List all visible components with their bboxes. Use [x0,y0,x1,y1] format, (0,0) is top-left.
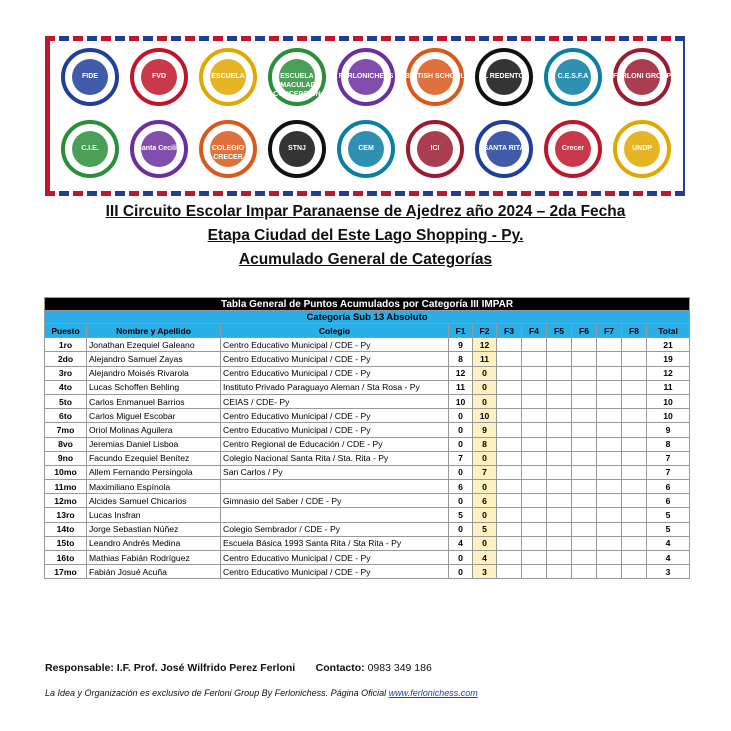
f1-cell: 5 [449,508,473,522]
f7-cell [597,522,622,536]
f7-cell [597,380,622,394]
f4-cell [522,465,547,479]
table-row [45,522,690,536]
player-name-cell: Jonathan Ezequiel Galeano [87,338,221,352]
f8-cell [622,565,647,579]
f8-cell [622,536,647,550]
f1-cell: 0 [449,409,473,423]
f6-cell [572,494,597,508]
f8-cell [622,437,647,451]
f6-cell [572,508,597,522]
player-name-cell: Alcides Samuel Chicarios [87,494,221,508]
f3-cell [497,480,522,494]
player-name-cell: Alejandro Moisés Rivarola [87,366,221,380]
total-cell: 10 [647,394,690,408]
school-cell [221,508,449,522]
cem-logo-text: CEM [358,145,374,152]
position-cell: 13ro [45,508,87,522]
f6-cell [572,551,597,565]
total-cell: 8 [647,437,690,451]
table-row [45,366,690,380]
f2-cell: 0 [473,366,497,380]
column-header: F5 [547,324,572,338]
column-headers [45,324,690,338]
colegio-crecer-logo-text: COLEGIO CRECER [211,145,245,161]
f6-cell [572,366,597,380]
f7-cell [597,352,622,366]
f7-cell [597,551,622,565]
f4-cell [522,352,547,366]
f3-cell [497,536,522,550]
f2-cell: 0 [473,508,497,522]
column-header: F4 [522,324,547,338]
column-header: F6 [572,324,597,338]
f5-cell [547,551,572,565]
school-cell: Centro Educativo Municipal / CDE - Py [221,565,449,579]
school-cell: Centro Educativo Municipal / CDE - Py [221,409,449,423]
school-cell: Colegio Nacional Santa Rita / Sta. Rita - Py [221,451,449,465]
table-row [45,551,690,565]
f6-cell [572,423,597,437]
school-cell: Instituto Privado Paraguayo Aleman / Sta Rosa - Py [221,380,449,394]
position-cell: 11mo [45,480,87,494]
fvd-logo-text: FVD [152,73,166,80]
total-cell: 12 [647,366,690,380]
total-cell: 7 [647,465,690,479]
f3-cell [497,508,522,522]
f3-cell [497,338,522,352]
f8-cell [622,465,647,479]
f6-cell [572,352,597,366]
ferloni-group-logo-text: FERLONI GROUP [612,73,672,80]
table-row [45,494,690,508]
f4-cell [522,380,547,394]
school-cell: San Carlos / Py [221,465,449,479]
f2-cell: 0 [473,536,497,550]
f5-cell [547,536,572,550]
f2-cell: 10 [473,409,497,423]
player-name-cell: Mathias Fabián Rodríguez [87,551,221,565]
f3-cell [497,394,522,408]
position-cell: 14to [45,522,87,536]
school-cell: Colegio Sembrador / CDE - Py [221,522,449,536]
total-cell: 11 [647,380,690,394]
title-line-3: Acumulado General de Categorías [238,251,493,268]
f4-cell [522,338,547,352]
cesfa-logo [542,46,604,108]
f5-cell [547,565,572,579]
escuela-logo-text: ESCUELA [211,73,245,80]
table-row [45,451,690,465]
total-cell: 3 [647,565,690,579]
f4-cell [522,366,547,380]
f6-cell [572,465,597,479]
f5-cell [547,338,572,352]
f3-cell [497,522,522,536]
santa-cecilia-logo-text: Santa Cecilia [137,145,181,152]
player-name-cell: Jorge Sebastian Núñez [87,522,221,536]
f7-cell [597,480,622,494]
position-cell: 3ro [45,366,87,380]
f2-cell: 0 [473,480,497,494]
player-name-cell: Oriol Molinas Aguilera [87,423,221,437]
ici-logo-text: ICI [430,145,440,152]
f8-cell [622,338,647,352]
table-row [45,437,690,451]
column-header: Colegio [221,324,449,338]
undp-logo-text: UNDP [632,145,652,152]
f2-cell: 6 [473,494,497,508]
table-row [45,480,690,494]
f1-cell: 0 [449,437,473,451]
responsible-label: Responsable: [45,662,114,674]
f2-cell: 12 [473,338,497,352]
f8-cell [622,451,647,465]
ici-logo [404,118,466,180]
f3-cell [497,551,522,565]
f4-cell [522,451,547,465]
f6-cell [572,338,597,352]
position-cell: 9no [45,451,87,465]
table-row [45,423,690,437]
f2-cell: 0 [473,451,497,465]
f5-cell [547,508,572,522]
f8-cell [622,409,647,423]
f2-cell: 5 [473,522,497,536]
f4-cell [522,565,547,579]
f1-cell: 4 [449,536,473,550]
cvp-logo-text: ESCUELA INMACULADA CONCEPCION [273,73,321,98]
f5-cell [547,437,572,451]
f1-cell: 0 [449,551,473,565]
f2-cell: 3 [473,565,497,579]
f6-cell [572,409,597,423]
player-name-cell: Carlos Miguel Escobar [87,409,221,423]
f7-cell [597,394,622,408]
stnj-logo-text: STNJ [288,145,306,152]
total-cell: 6 [647,480,690,494]
crecer-logo [542,118,604,180]
f8-cell [622,423,647,437]
school-cell [221,480,449,494]
column-header: Total [647,324,690,338]
standings-rows [45,338,690,579]
f7-cell [597,494,622,508]
f5-cell [547,480,572,494]
player-name-cell: Carlos Enmanuel Barrios [87,394,221,408]
f6-cell [572,536,597,550]
british-school-logo [404,46,466,108]
table-title: Tabla General de Puntos Acumulados por Categoría III IMPAR [45,298,690,311]
f1-cell: 9 [449,338,473,352]
f3-cell [497,366,522,380]
club-ferlonichess-logo-text: FERLONICHESS [338,73,394,80]
f7-cell [597,423,622,437]
table-row [45,352,690,366]
column-header: F2 [473,324,497,338]
f4-cell [522,394,547,408]
f7-cell [597,437,622,451]
f2-cell: 8 [473,437,497,451]
position-cell: 17mo [45,565,87,579]
position-cell: 5to [45,394,87,408]
school-cell: Centro Educativo Municipal / CDE - Py [221,423,449,437]
f2-cell: 7 [473,465,497,479]
f8-cell [622,508,647,522]
cie-logo [59,118,121,180]
column-header: F1 [449,324,473,338]
stnj-logo [266,118,328,180]
club-ferlonichess-logo [335,46,397,108]
f7-cell [597,465,622,479]
category-title: Categoría Sub 13 Absoluto [45,311,690,324]
f4-cell [522,522,547,536]
column-header: Puesto [45,324,87,338]
total-cell: 5 [647,522,690,536]
f7-cell [597,366,622,380]
british-school-logo-text: BRITISH SCHOOL [405,73,465,80]
position-cell: 10mo [45,465,87,479]
f2-cell: 11 [473,352,497,366]
f1-cell: 11 [449,380,473,394]
position-cell: 2do [45,352,87,366]
f5-cell [547,352,572,366]
fide-logo-text: FIDE [82,73,98,80]
f3-cell [497,565,522,579]
position-cell: 6to [45,409,87,423]
player-name-cell: Fabián Josué Acuña [87,565,221,579]
f5-cell [547,522,572,536]
crecer-logo-text: Crecer [561,145,585,152]
player-name-cell: Jeremias Daniel Lisboa [87,437,221,451]
f7-cell [597,508,622,522]
f3-cell [497,352,522,366]
santa-rita-logo [473,118,535,180]
f8-cell [622,380,647,394]
undp-logo [611,118,673,180]
f4-cell [522,536,547,550]
f5-cell [547,380,572,394]
total-cell: 4 [647,536,690,550]
standings-table-wrapper [44,297,689,579]
table-row [45,394,690,408]
f2-cell: 4 [473,551,497,565]
position-cell: 16to [45,551,87,565]
f3-cell [497,409,522,423]
player-name-cell: Lucas Insfran [87,508,221,522]
f3-cell [497,494,522,508]
f7-cell [597,565,622,579]
f4-cell [522,551,547,565]
player-name-cell: Facundo Ezequiel Benítez [87,451,221,465]
f7-cell [597,451,622,465]
f3-cell [497,451,522,465]
responsible-line [45,662,432,674]
colegio-crecer-logo [197,118,259,180]
school-cell: Centro Educativo Municipal / CDE - Py [221,366,449,380]
school-cell: CEIAS / CDE- Py [221,394,449,408]
cvp-logo [266,46,328,108]
santa-rita-logo-text: SANTA RITA [483,145,525,152]
f5-cell [547,465,572,479]
sponsor-banner [45,36,688,196]
organization-note [45,688,478,698]
f6-cell [572,522,597,536]
total-cell: 21 [647,338,690,352]
contact-value: 0983 349 186 [367,662,432,674]
escuela-logo [197,46,259,108]
table-row [45,380,690,394]
table-row [45,565,690,579]
player-name-cell: Leandro Andrés Medina [87,536,221,550]
f5-cell [547,409,572,423]
organization-text: La Idea y Organización es exclusivo de Ferloni Group By Ferlonichess. Página Oficial [45,688,387,698]
f5-cell [547,366,572,380]
total-cell: 6 [647,494,690,508]
school-cell: Centro Educativo Municipal / CDE - Py [221,352,449,366]
f8-cell [622,394,647,408]
f1-cell: 10 [449,394,473,408]
responsible-name: I.F. Prof. José Wilfrido Perez Ferloni [116,662,296,674]
f1-cell: 0 [449,465,473,479]
column-header: Nombre y Apellido [87,324,221,338]
el-redentor-logo-text: EL REDENTOR [479,73,529,80]
column-header: F3 [497,324,522,338]
f5-cell [547,423,572,437]
player-name-cell: Allem Fernando Persingola [87,465,221,479]
table-row [45,508,690,522]
document-titles [0,200,731,272]
f3-cell [497,380,522,394]
f7-cell [597,338,622,352]
f6-cell [572,394,597,408]
f2-cell: 0 [473,380,497,394]
f3-cell [497,437,522,451]
f2-cell: 0 [473,394,497,408]
f6-cell [572,480,597,494]
f3-cell [497,465,522,479]
position-cell: 15to [45,536,87,550]
fide-logo [59,46,121,108]
santa-cecilia-logo [128,118,190,180]
table-row [45,465,690,479]
f8-cell [622,551,647,565]
f5-cell [547,451,572,465]
f6-cell [572,451,597,465]
total-cell: 5 [647,508,690,522]
position-cell: 1ro [45,338,87,352]
f1-cell: 0 [449,494,473,508]
school-cell: Centro Regional de Educación / CDE - Py [221,437,449,451]
player-name-cell: Alejandro Samuel Zayas [87,352,221,366]
column-header: F8 [622,324,647,338]
el-redentor-logo [473,46,535,108]
f3-cell [497,423,522,437]
table-row [45,409,690,423]
f4-cell [522,437,547,451]
cie-logo-text: C.I.E. [81,145,99,152]
f4-cell [522,508,547,522]
f5-cell [547,494,572,508]
position-cell: 7mo [45,423,87,437]
school-cell: Escuela Básica 1993 Santa Rita / Sta Rita - Py [221,536,449,550]
f1-cell: 0 [449,522,473,536]
f8-cell [622,522,647,536]
standings-table [44,297,690,579]
f2-cell: 9 [473,423,497,437]
column-header: F7 [597,324,622,338]
school-cell: Gimnasio del Saber / CDE - Py [221,494,449,508]
f7-cell [597,536,622,550]
f8-cell [622,366,647,380]
f4-cell [522,409,547,423]
position-cell: 12mo [45,494,87,508]
f6-cell [572,565,597,579]
school-cell: Centro Educativo Municipal / CDE - Py [221,338,449,352]
contact-label: Contacto: [315,662,365,674]
position-cell: 4to [45,380,87,394]
f6-cell [572,380,597,394]
f8-cell [622,494,647,508]
cesfa-logo-text: C.E.S.F.A [557,73,589,80]
official-website-link[interactable]: www.ferlonichess.com [388,688,478,698]
total-cell: 10 [647,409,690,423]
f1-cell: 0 [449,565,473,579]
f1-cell: 0 [449,423,473,437]
total-cell: 9 [647,423,690,437]
school-cell: Centro Educativo Municipal / CDE - Py [221,551,449,565]
ferloni-group-logo [611,46,673,108]
table-row [45,536,690,550]
player-name-cell: Lucas Schoffen Behling [87,380,221,394]
f8-cell [622,352,647,366]
f5-cell [547,394,572,408]
f1-cell: 8 [449,352,473,366]
total-cell: 4 [647,551,690,565]
f8-cell [622,480,647,494]
f4-cell [522,423,547,437]
f4-cell [522,480,547,494]
total-cell: 19 [647,352,690,366]
title-line-1: III Circuito Escolar Impar Paranaense de Ajedrez año 2024 – 2da Fecha [105,203,626,220]
table-row [45,338,690,352]
player-name-cell: Maximiliano Espínola [87,480,221,494]
fvd-logo [128,46,190,108]
f7-cell [597,409,622,423]
position-cell: 8vo [45,437,87,451]
f1-cell: 12 [449,366,473,380]
f6-cell [572,437,597,451]
f1-cell: 7 [449,451,473,465]
f1-cell: 6 [449,480,473,494]
total-cell: 7 [647,451,690,465]
cem-logo [335,118,397,180]
f4-cell [522,494,547,508]
title-line-2: Etapa Ciudad del Este Lago Shopping - Py. [207,227,524,244]
